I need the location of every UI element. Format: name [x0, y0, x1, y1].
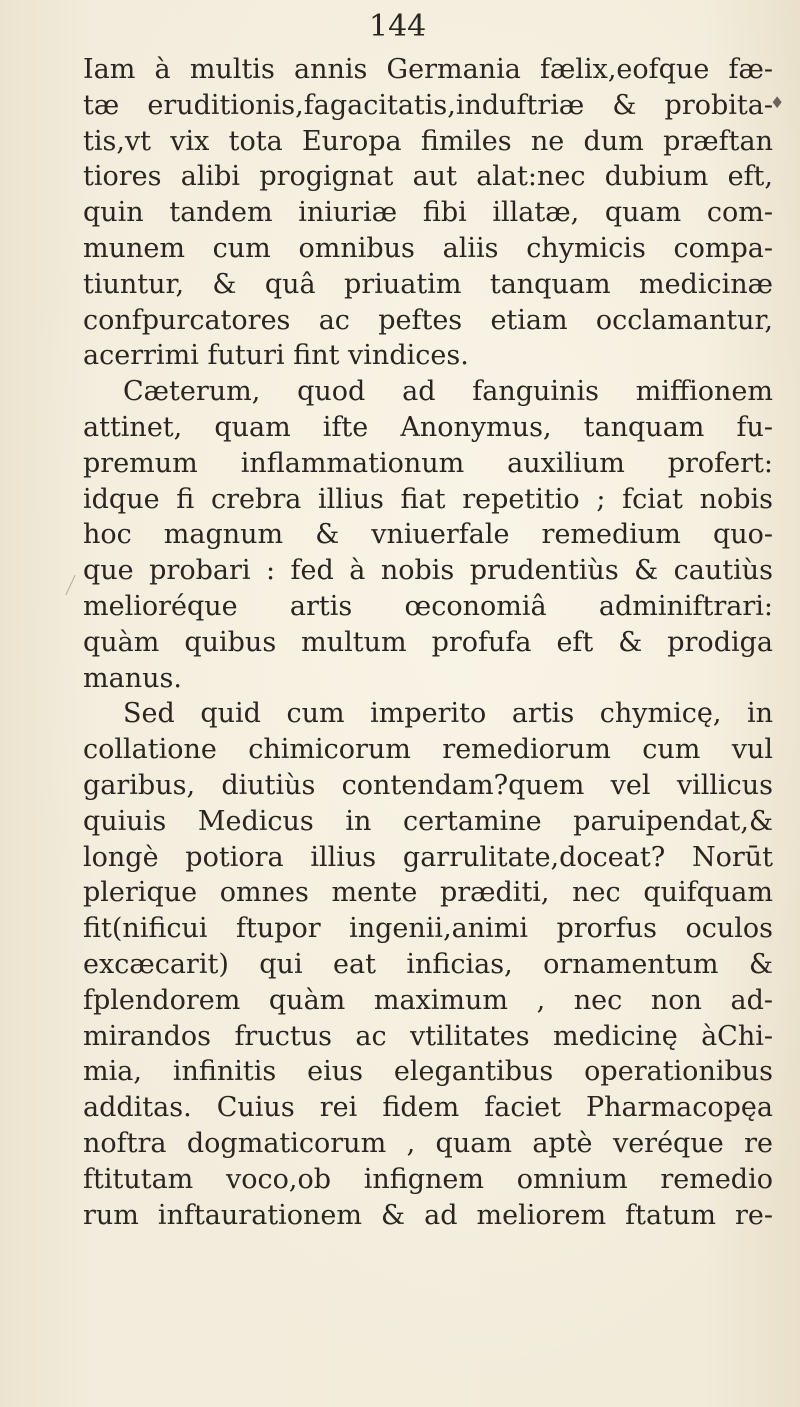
- text-line: idque fi crebra illius fiat repetitio ; fciat nobis: [83, 483, 773, 515]
- text-line: tiuntur, & quâ priuatim tanquam medicinæ: [83, 268, 773, 300]
- page-number: 144: [369, 9, 427, 44]
- text-line: tiores alibi progignat aut alat:nec dubium eft,: [83, 161, 773, 193]
- margin-bracket-mark: [65, 575, 83, 595]
- text-line: noftra dogmaticorum , quam aptè veréque re: [83, 1127, 773, 1159]
- text-line: melioréque artis œconomiâ adminiftrari:: [83, 590, 773, 622]
- text-line: excæcarit) qui eat inficias, ornamentum &: [83, 948, 773, 980]
- text-line: que probari : fed à nobis prudentiùs & cautiùs: [83, 555, 773, 587]
- text-line: quiuis Medicus in certamine paruipendat,&: [83, 805, 773, 837]
- text-line: tis,vt vix tota Europa fimiles ne dum præftan: [83, 125, 773, 157]
- text-line: additas. Cuius rei fidem faciet Pharmacopęa: [83, 1092, 773, 1124]
- text-line: rum inftaurationem & ad meliorem ftatum re-: [83, 1199, 773, 1231]
- text-line: premum inflammationum auxilium profert:: [83, 447, 773, 479]
- text-line: plerique omnes mente præditi, nec quifquam: [83, 877, 773, 909]
- text-line: tæ eruditionis,fagacitatis,induftriæ & probita-: [83, 89, 773, 121]
- text-line: mia, infinitis eius elegantibus operationibus: [83, 1056, 773, 1088]
- text-line: quin tandem iniuriæ fibi illatæ, quam com-: [83, 197, 773, 229]
- text-line: manus.: [83, 662, 182, 694]
- margin-ornament-icon: ♦: [770, 93, 785, 112]
- text-line: acerrimi futuri fint vindices.: [83, 340, 469, 372]
- text-line: attinet, quam ifte Anonymus, tanquam fu-: [83, 411, 773, 443]
- text-line: hoc magnum & vniuerfale remedium quo-: [83, 519, 773, 551]
- text-line: fplendorem quàm maximum , nec non ad-: [83, 984, 773, 1016]
- text-line: fit(nificui ftupor ingenii,animi prorfus oculos: [83, 913, 773, 945]
- text-line: longè potiora illius garrulitate,doceat? Norūt: [83, 841, 773, 873]
- text-line: Iam à multis annis Germania fælix,eofque fæ-: [83, 54, 773, 85]
- text-line: mirandos fructus ac vtilitates medicinę àChi-: [83, 1020, 773, 1052]
- paragraph-start-line: Sed quid cum imperito artis chymicę, in: [123, 698, 773, 730]
- text-line: ftitutam voco,ob infignem omnium remedio: [83, 1163, 773, 1195]
- text-line: confpurcatores ac peftes etiam occlamantur,: [83, 304, 773, 336]
- body-text: [83, 52, 773, 1233]
- text-line: quàm quibus multum profufa eft & prodiga: [83, 626, 773, 658]
- text-line: collatione chimicorum remediorum cum vul: [83, 734, 773, 766]
- paragraph-start-line: Cæterum, quod ad fanguinis miffionem: [123, 376, 773, 408]
- text-line: munem cum omnibus aliis chymicis compa-: [83, 232, 773, 264]
- text-line: garibus, diutiùs contendam?quem vel villicus: [83, 769, 773, 801]
